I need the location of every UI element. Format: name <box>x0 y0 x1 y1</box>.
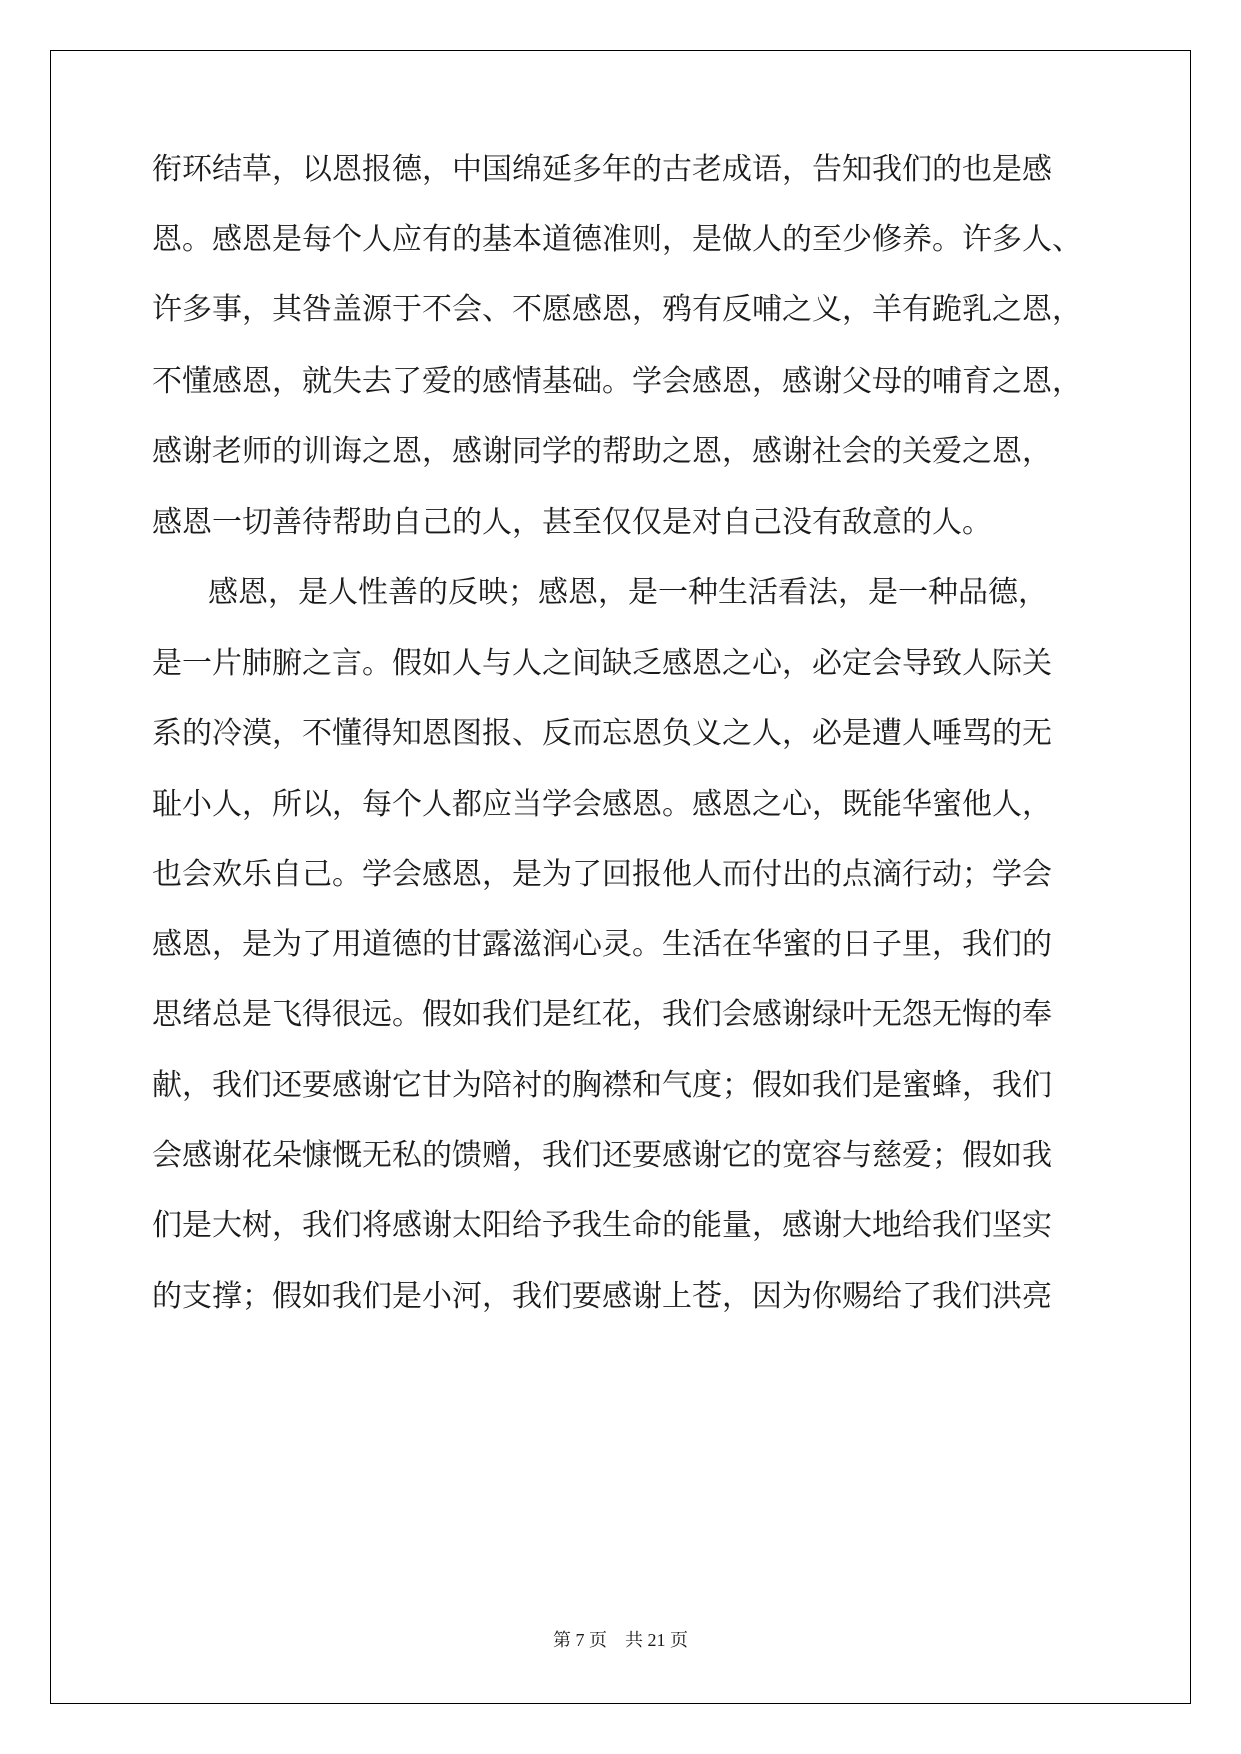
text-line: 不懂感恩，就失去了爱的感情基础。学会感恩，感谢父母的哺育之恩， <box>152 364 1082 399</box>
page-number-footer: 第 7 页 共 21 页 <box>553 1630 688 1650</box>
text-line: 感恩，是为了用道德的甘露滋润心灵。生活在华蜜的日子里，我们的 <box>152 927 1052 962</box>
text-line: 们是大树，我们将感谢太阳给予我生命的能量，感谢大地给我们坚实 <box>152 1208 1052 1243</box>
text-line: 恩。感恩是每个人应有的基本道德准则，是做人的至少修养。许多人、 <box>152 222 1082 257</box>
text-line: 感谢老师的训诲之恩，感谢同学的帮助之恩，感谢社会的关爱之恩， <box>152 434 1052 469</box>
text-line: 耻小人，所以，每个人都应当学会感恩。感恩之心，既能华蜜他人， <box>152 787 1052 822</box>
text-line: 许多事，其咎盖源于不会、不愿感恩，鸦有反哺之义，羊有跪乳之恩， <box>152 292 1082 327</box>
text-line: 衔环结草，以恩报德，中国绵延多年的古老成语，告知我们的也是感 <box>152 152 1052 187</box>
text-line: 是一片肺腑之言。假如人与人之间缺乏感恩之心，必定会导致人际关 <box>152 646 1052 681</box>
text-line: 献，我们还要感谢它甘为陪衬的胸襟和气度；假如我们是蜜蜂，我们 <box>152 1068 1052 1103</box>
text-line: 的支撑；假如我们是小河，我们要感谢上苍，因为你赐给了我们洪亮 <box>152 1279 1052 1314</box>
paragraph-first-line: 感恩，是人性善的反映；感恩，是一种生活看法，是一种品德， <box>208 575 1048 610</box>
text-line: 感恩一切善待帮助自己的人，甚至仅仅是对自己没有敌意的人。 <box>152 505 992 540</box>
text-line: 会感谢花朵慷慨无私的馈赠，我们还要感谢它的宽容与慈爱；假如我 <box>152 1138 1052 1173</box>
text-line: 思绪总是飞得很远。假如我们是红花，我们会感谢绿叶无怨无悔的奉 <box>152 997 1052 1032</box>
text-line: 系的冷漠，不懂得知恩图报、反而忘恩负义之人，必是遭人唾骂的无 <box>152 716 1052 751</box>
text-line: 也会欢乐自己。学会感恩，是为了回报他人而付出的点滴行动；学会 <box>152 857 1052 892</box>
